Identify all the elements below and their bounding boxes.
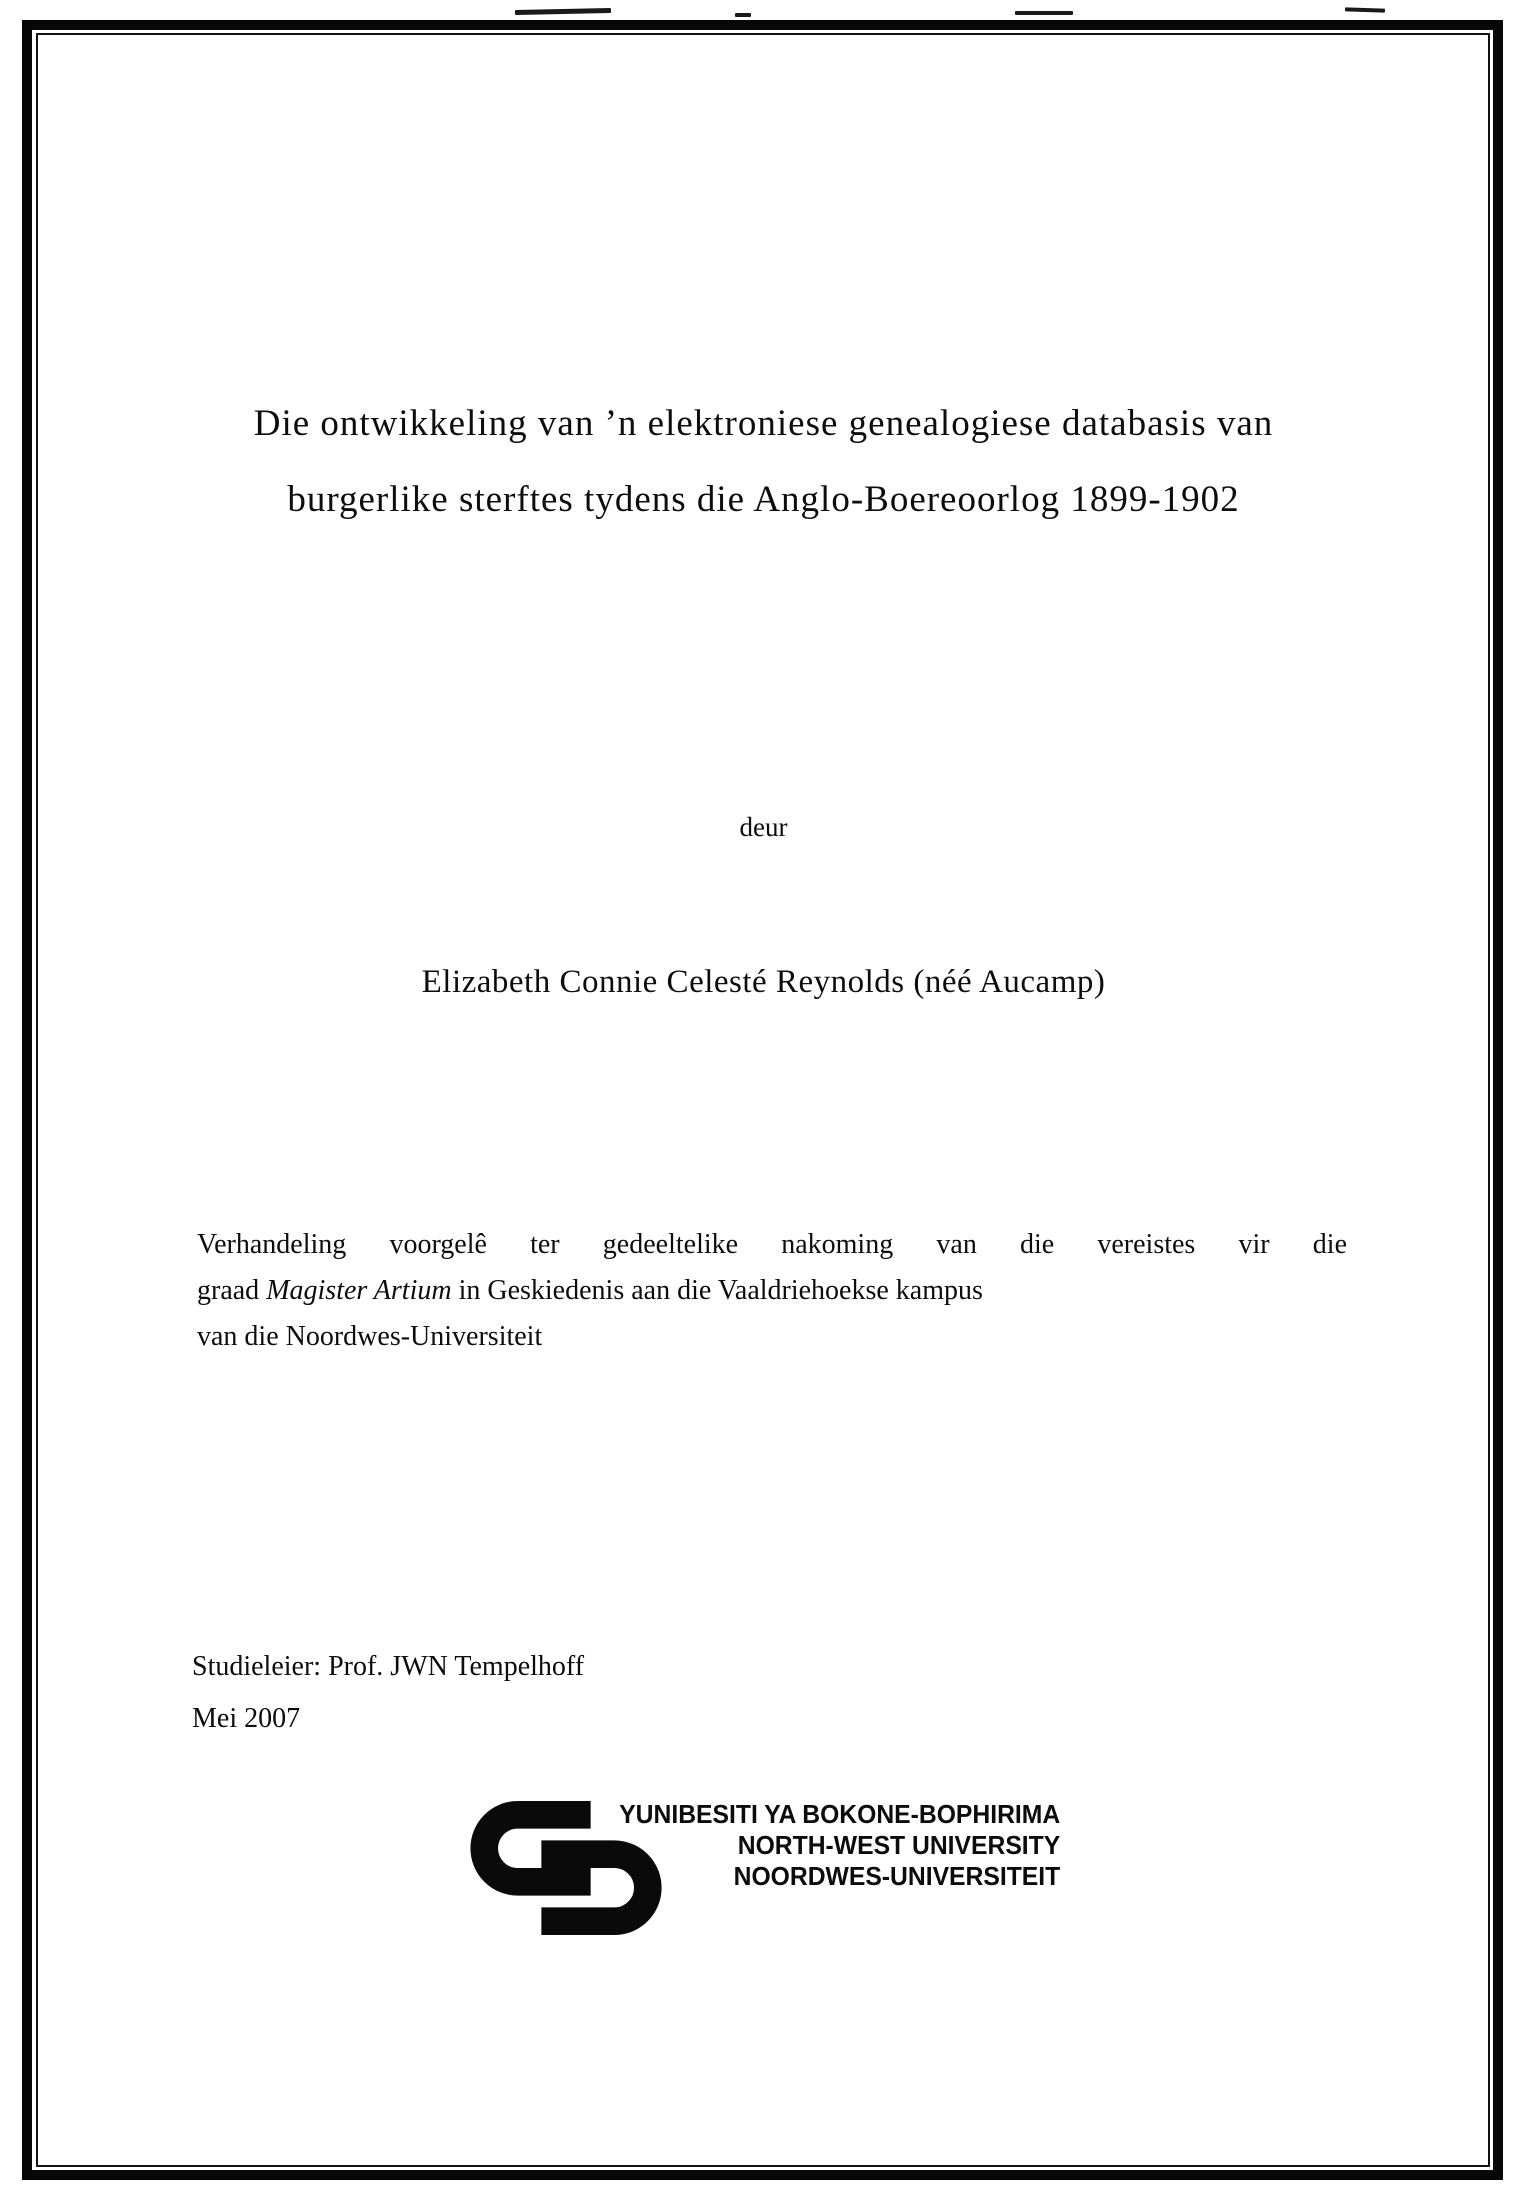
scan-artifact — [515, 8, 611, 15]
submission-line1: Verhandeling voorgelê ter gedeeltelike nakoming van die vereistes vir die — [197, 1229, 1347, 1260]
university-name-block — [619, 1799, 1060, 1892]
thesis-title-line1: Die ontwikkeling van ’n elektroniese genealogiese databasis van — [253, 403, 1274, 444]
supervisor-date-block — [192, 1641, 584, 1745]
submission-statement — [197, 1222, 1347, 1360]
university-name-afrikaans: NOORDWES-UNIVERSITEIT — [733, 1861, 1060, 1891]
submission-line2 — [197, 1268, 1347, 1314]
submission-line2-suffix: in Geskiedenis aan die Vaaldriehoekse kampus — [451, 1275, 983, 1306]
date-line: Mei 2007 — [192, 1703, 301, 1734]
thesis-title-line2: burgerlike sterftes tydens die Anglo-Boereoorlog 1899-1902 — [287, 479, 1240, 520]
submission-line2-prefix: graad — [197, 1275, 267, 1306]
byline-label: deur — [739, 812, 788, 842]
scan-artifact — [735, 13, 751, 17]
university-name-setswana: YUNIBESITI YA BOKONE-BOPHIRIMA — [618, 1799, 1060, 1829]
supervisor-line: Studieleier: Prof. JWN Tempelhoff — [192, 1651, 585, 1682]
author-name: Elizabeth Connie Celesté Reynolds (néé Aucamp) — [421, 964, 1106, 1000]
submission-line3: van die Noordwes-Universiteit — [197, 1321, 543, 1352]
university-name-english: NORTH-WEST UNIVERSITY — [737, 1830, 1060, 1860]
scan-artifact — [1015, 11, 1073, 15]
degree-name: Magister Artium — [266, 1275, 452, 1306]
scan-artifact — [1345, 7, 1385, 12]
